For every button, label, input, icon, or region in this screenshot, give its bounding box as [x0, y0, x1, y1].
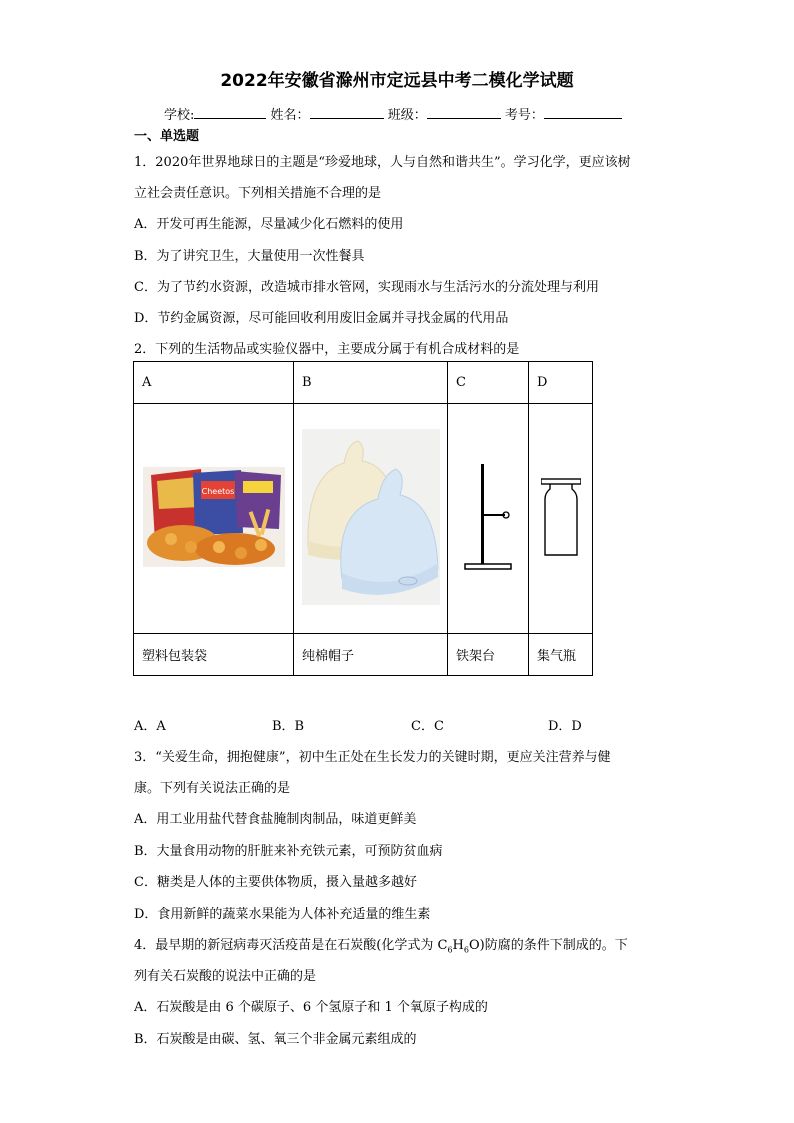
label-a: 塑料包装袋: [134, 634, 294, 676]
label-d: 集气瓶: [529, 634, 593, 676]
label-b: 纯棉帽子: [294, 634, 448, 676]
q3-option-d: D．食用新鲜的蔬菜水果能为人体补充适量的维生素: [134, 907, 431, 922]
gas-bottle-image-cell: [529, 404, 593, 634]
formula-subscript-c: 6: [447, 945, 453, 955]
class-label: 班级：: [387, 108, 427, 123]
q3-option-b: B．大量食用动物的肝脏来补充铁元素，可预防贫血病: [134, 844, 443, 859]
q4-stem-1-part-a: 4．最早期的新冠病毒灭活疫苗是在石炭酸(化学式为 C: [134, 938, 448, 953]
number-label: 考号：: [504, 108, 544, 123]
q2-option-table: [133, 361, 593, 676]
label-c: 铁架台: [448, 634, 529, 676]
plastic-bag-image-cell: [134, 404, 294, 634]
q1-stem-2: 立社会责任意识。下列相关措施不合理的是: [134, 186, 382, 201]
number-blank[interactable]: [544, 106, 622, 119]
q2-answer-c[interactable]: C．C: [411, 719, 444, 734]
formula-h: H: [452, 938, 464, 953]
page-title: 2022年安徽省滁州市定远县中考二模化学试题: [220, 71, 574, 91]
q4-stem-2: 列有关石炭酸的说法中正确的是: [134, 969, 317, 984]
q2-answer-a[interactable]: A．A: [134, 719, 166, 734]
q1-option-c: C．为了节约水资源，改造城市排水管网，实现雨水与生活污水的分流处理与利用: [134, 280, 599, 295]
snack-logo-text: Cheetos: [201, 486, 234, 496]
q3-stem-2: 康。下列有关说法正确的是: [134, 781, 291, 796]
school-label: 学校:: [164, 108, 195, 123]
student-info-line: [164, 104, 622, 123]
formula-subscript-h: 6: [463, 945, 469, 955]
gas-collecting-bottle-icon: [541, 477, 581, 557]
q3-stem-1: 3．“关爱生命，拥抱健康”，初中生正处在生长发力的关键时期，更应关注营养与健: [134, 750, 611, 765]
q2-stem: 2．下列的生活物品或实验仪器中，主要成分属于有机合成材料的是: [134, 342, 520, 357]
cotton-hats-image: [302, 429, 440, 605]
header-c: C: [448, 362, 529, 404]
header-a: A: [134, 362, 294, 404]
cotton-hat-image-cell: [294, 404, 448, 634]
q4-stem-1-part-b: O)防腐的条件下制成的。下: [468, 938, 628, 953]
q3-option-a: A．用工业用盐代替食盐腌制肉制品，味道更鲜美: [134, 812, 417, 827]
q4-stem-1: [134, 934, 628, 955]
q1-option-b: B．为了讲究卫生，大量使用一次性餐具: [134, 249, 365, 264]
q1-option-d: D．节约金属资源，尽可能回收利用废旧金属并寻找金属的代用品: [134, 311, 509, 326]
header-d: D: [529, 362, 593, 404]
q2-answer-b[interactable]: B．B: [272, 719, 305, 734]
q2-answer-d[interactable]: D．D: [548, 719, 582, 734]
section-heading: 一、单选题: [134, 129, 200, 144]
school-blank[interactable]: [194, 106, 266, 119]
name-label: 姓名：: [270, 108, 310, 123]
plastic-snack-bags-image: [143, 467, 285, 567]
q1-stem-1: 1．2020年世界地球日的主题是“珍爱地球，人与自然和谐共生”。学习化学，更应该树: [134, 155, 631, 170]
header-b: B: [294, 362, 448, 404]
name-blank[interactable]: [310, 106, 384, 119]
iron-stand-image-cell: [448, 404, 529, 634]
q3-option-c: C．糖类是人体的主要供体物质，摄入量越多越好: [134, 875, 417, 890]
iron-stand-icon: [463, 462, 513, 572]
q4-option-b: B．石炭酸是由碳、氢、氧三个非金属元素组成的: [134, 1032, 417, 1047]
q4-option-a: A．石炭酸是由 6 个碳原子、6 个氢原子和 1 个氧原子构成的: [134, 1000, 488, 1015]
q1-option-a: A．开发可再生能源，尽量减少化石燃料的使用: [134, 217, 404, 232]
class-blank[interactable]: [427, 106, 501, 119]
